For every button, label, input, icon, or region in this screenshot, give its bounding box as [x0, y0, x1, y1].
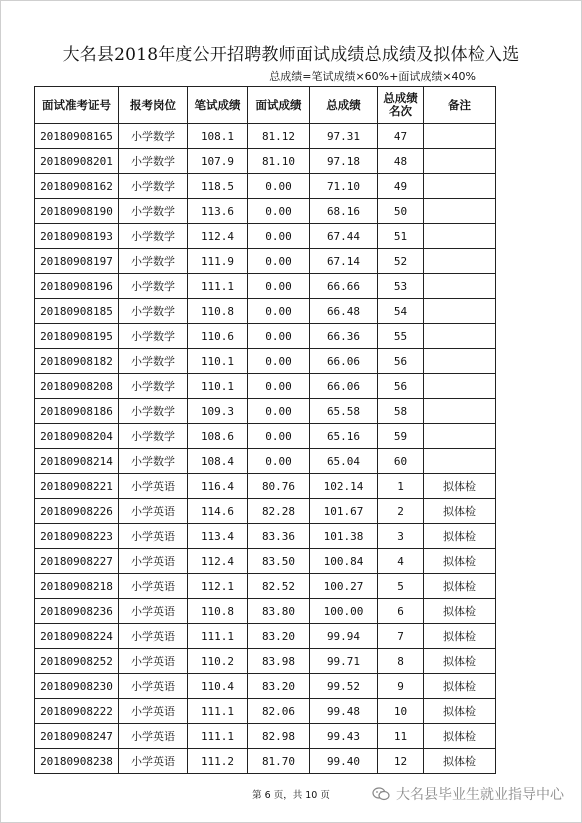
table-row: [35, 324, 496, 349]
cell-total-score: 66.36: [310, 324, 378, 349]
header-post: 报考岗位: [119, 87, 188, 124]
cell-rank: 9: [378, 674, 424, 699]
cell-written-score: 111.1: [188, 699, 248, 724]
cell-exam-id: 20180908236: [35, 599, 119, 624]
cell-written-score: 112.4: [188, 549, 248, 574]
cell-total-score: 68.16: [310, 199, 378, 224]
table-row: [35, 674, 496, 699]
cell-exam-id: 20180908186: [35, 399, 119, 424]
cell-written-score: 108.1: [188, 124, 248, 149]
cell-total-score: 100.27: [310, 574, 378, 599]
cell-rank: 47: [378, 124, 424, 149]
cell-note: 拟体检: [424, 599, 496, 624]
table-row: [35, 249, 496, 274]
table-row: [35, 199, 496, 224]
table-row: [35, 174, 496, 199]
table-row: [35, 299, 496, 324]
cell-written-score: 113.6: [188, 199, 248, 224]
cell-exam-id: 20180908226: [35, 499, 119, 524]
cell-note: [424, 324, 496, 349]
cell-exam-id: 20180908182: [35, 349, 119, 374]
cell-note: [424, 274, 496, 299]
cell-note: 拟体检: [424, 749, 496, 774]
table-header-row: [35, 87, 496, 124]
table-row: [35, 624, 496, 649]
cell-post: 小学数学: [119, 174, 188, 199]
cell-total-score: 65.58: [310, 399, 378, 424]
cell-interview-score: 0.00: [248, 299, 310, 324]
cell-interview-score: 0.00: [248, 199, 310, 224]
table-row: [35, 574, 496, 599]
cell-written-score: 110.8: [188, 599, 248, 624]
cell-note: [424, 124, 496, 149]
cell-written-score: 112.4: [188, 224, 248, 249]
cell-written-score: 112.1: [188, 574, 248, 599]
cell-total-score: 99.94: [310, 624, 378, 649]
cell-rank: 54: [378, 299, 424, 324]
cell-interview-score: 0.00: [248, 274, 310, 299]
cell-post: 小学数学: [119, 299, 188, 324]
cell-interview-score: 82.28: [248, 499, 310, 524]
cell-exam-id: 20180908222: [35, 699, 119, 724]
page-title: 大名县2018年度公开招聘教师面试成绩总成绩及拟体检入选: [62, 45, 520, 65]
cell-rank: 50: [378, 199, 424, 224]
cell-interview-score: 82.52: [248, 574, 310, 599]
table-row: [35, 124, 496, 149]
cell-written-score: 109.3: [188, 399, 248, 424]
cell-note: 拟体检: [424, 674, 496, 699]
cell-post: 小学英语: [119, 749, 188, 774]
cell-rank: 10: [378, 699, 424, 724]
cell-note: [424, 299, 496, 324]
cell-interview-score: 81.12: [248, 124, 310, 149]
cell-note: [424, 149, 496, 174]
cell-post: 小学数学: [119, 399, 188, 424]
cell-post: 小学英语: [119, 549, 188, 574]
cell-total-score: 67.14: [310, 249, 378, 274]
cell-total-score: 101.67: [310, 499, 378, 524]
cell-note: 拟体检: [424, 699, 496, 724]
cell-rank: 55: [378, 324, 424, 349]
cell-note: [424, 249, 496, 274]
cell-rank: 1: [378, 474, 424, 499]
header-exam-id: 面试准考证号: [35, 87, 119, 124]
cell-note: [424, 399, 496, 424]
cell-exam-id: 20180908208: [35, 374, 119, 399]
cell-exam-id: 20180908204: [35, 424, 119, 449]
cell-written-score: 108.4: [188, 449, 248, 474]
table-row: [35, 599, 496, 624]
cell-interview-score: 83.20: [248, 674, 310, 699]
cell-post: 小学数学: [119, 224, 188, 249]
cell-interview-score: 82.06: [248, 699, 310, 724]
table-row: [35, 399, 496, 424]
cell-rank: 8: [378, 649, 424, 674]
cell-exam-id: 20180908252: [35, 649, 119, 674]
cell-rank: 60: [378, 449, 424, 474]
cell-written-score: 111.2: [188, 749, 248, 774]
table-row: [35, 424, 496, 449]
cell-rank: 52: [378, 249, 424, 274]
cell-interview-score: 83.50: [248, 549, 310, 574]
cell-note: 拟体检: [424, 549, 496, 574]
cell-total-score: 67.44: [310, 224, 378, 249]
cell-rank: 2: [378, 499, 424, 524]
cell-post: 小学英语: [119, 674, 188, 699]
table-row: [35, 499, 496, 524]
cell-interview-score: 0.00: [248, 249, 310, 274]
cell-rank: 49: [378, 174, 424, 199]
cell-interview-score: 0.00: [248, 374, 310, 399]
cell-exam-id: 20180908193: [35, 224, 119, 249]
cell-interview-score: 0.00: [248, 399, 310, 424]
cell-total-score: 100.84: [310, 549, 378, 574]
cell-total-score: 99.52: [310, 674, 378, 699]
cell-rank: 11: [378, 724, 424, 749]
cell-rank: 59: [378, 424, 424, 449]
cell-rank: 12: [378, 749, 424, 774]
wechat-icon: [372, 787, 390, 801]
watermark: [372, 784, 564, 804]
cell-post: 小学英语: [119, 699, 188, 724]
cell-note: [424, 224, 496, 249]
cell-rank: 5: [378, 574, 424, 599]
cell-rank: 51: [378, 224, 424, 249]
cell-written-score: 110.4: [188, 674, 248, 699]
table-row: [35, 549, 496, 574]
cell-note: [424, 199, 496, 224]
cell-total-score: 102.14: [310, 474, 378, 499]
table-row: [35, 224, 496, 249]
cell-rank: 3: [378, 524, 424, 549]
cell-written-score: 116.4: [188, 474, 248, 499]
table-row: [35, 374, 496, 399]
cell-written-score: 107.9: [188, 149, 248, 174]
cell-post: 小学英语: [119, 524, 188, 549]
cell-exam-id: 20180908196: [35, 274, 119, 299]
cell-exam-id: 20180908230: [35, 674, 119, 699]
cell-written-score: 111.9: [188, 249, 248, 274]
cell-total-score: 99.43: [310, 724, 378, 749]
cell-interview-score: 83.80: [248, 599, 310, 624]
cell-interview-score: 81.10: [248, 149, 310, 174]
cell-rank: 6: [378, 599, 424, 624]
cell-written-score: 110.6: [188, 324, 248, 349]
cell-exam-id: 20180908223: [35, 524, 119, 549]
cell-written-score: 111.1: [188, 724, 248, 749]
cell-exam-id: 20180908247: [35, 724, 119, 749]
cell-written-score: 113.4: [188, 524, 248, 549]
cell-exam-id: 20180908224: [35, 624, 119, 649]
cell-post: 小学英语: [119, 474, 188, 499]
header-total-score: 总成绩: [310, 87, 378, 124]
cell-exam-id: 20180908238: [35, 749, 119, 774]
cell-written-score: 110.1: [188, 349, 248, 374]
cell-exam-id: 20180908218: [35, 574, 119, 599]
score-formula: 总成绩=笔试成绩×60%+面试成绩×40%: [269, 70, 476, 83]
header-interview-score: 面试成绩: [248, 87, 310, 124]
cell-post: 小学英语: [119, 574, 188, 599]
cell-interview-score: 0.00: [248, 224, 310, 249]
cell-post: 小学数学: [119, 424, 188, 449]
header-rank-label: 总成绩名次: [383, 91, 418, 118]
cell-post: 小学英语: [119, 624, 188, 649]
cell-rank: 4: [378, 549, 424, 574]
cell-exam-id: 20180908214: [35, 449, 119, 474]
table-row: [35, 449, 496, 474]
table-row: [35, 524, 496, 549]
cell-written-score: 110.8: [188, 299, 248, 324]
cell-interview-score: 82.98: [248, 724, 310, 749]
cell-post: 小学英语: [119, 499, 188, 524]
header-written-score: 笔试成绩: [188, 87, 248, 124]
cell-note: 拟体检: [424, 574, 496, 599]
cell-total-score: 101.38: [310, 524, 378, 549]
table-row: [35, 749, 496, 774]
cell-written-score: 111.1: [188, 274, 248, 299]
header-rank: [378, 87, 424, 124]
cell-total-score: 66.06: [310, 374, 378, 399]
cell-interview-score: 0.00: [248, 324, 310, 349]
cell-total-score: 99.48: [310, 699, 378, 724]
cell-post: 小学数学: [119, 124, 188, 149]
cell-exam-id: 20180908195: [35, 324, 119, 349]
cell-note: [424, 374, 496, 399]
cell-post: 小学数学: [119, 274, 188, 299]
cell-post: 小学英语: [119, 649, 188, 674]
cell-note: 拟体检: [424, 624, 496, 649]
cell-exam-id: 20180908227: [35, 549, 119, 574]
cell-written-score: 118.5: [188, 174, 248, 199]
cell-note: 拟体检: [424, 724, 496, 749]
cell-exam-id: 20180908190: [35, 199, 119, 224]
cell-interview-score: 81.70: [248, 749, 310, 774]
cell-exam-id: 20180908165: [35, 124, 119, 149]
cell-rank: 48: [378, 149, 424, 174]
cell-total-score: 97.31: [310, 124, 378, 149]
cell-post: 小学数学: [119, 449, 188, 474]
cell-total-score: 100.00: [310, 599, 378, 624]
cell-written-score: 111.1: [188, 624, 248, 649]
cell-interview-score: 83.98: [248, 649, 310, 674]
cell-rank: 58: [378, 399, 424, 424]
cell-interview-score: 83.20: [248, 624, 310, 649]
cell-total-score: 65.04: [310, 449, 378, 474]
cell-interview-score: 0.00: [248, 174, 310, 199]
cell-note: [424, 449, 496, 474]
table-row: [35, 649, 496, 674]
cell-exam-id: 20180908185: [35, 299, 119, 324]
table-row: [35, 274, 496, 299]
cell-post: 小学数学: [119, 199, 188, 224]
watermark-text: 大名县毕业生就业指导中心: [396, 787, 564, 803]
score-table: [34, 86, 496, 774]
cell-post: 小学英语: [119, 599, 188, 624]
cell-exam-id: 20180908197: [35, 249, 119, 274]
cell-written-score: 110.2: [188, 649, 248, 674]
cell-rank: 56: [378, 349, 424, 374]
cell-rank: 56: [378, 374, 424, 399]
cell-post: 小学英语: [119, 724, 188, 749]
table-row: [35, 474, 496, 499]
cell-post: 小学数学: [119, 349, 188, 374]
table-row: [35, 349, 496, 374]
cell-interview-score: 0.00: [248, 449, 310, 474]
cell-interview-score: 0.00: [248, 424, 310, 449]
cell-post: 小学数学: [119, 149, 188, 174]
cell-interview-score: 80.76: [248, 474, 310, 499]
cell-note: 拟体检: [424, 524, 496, 549]
cell-note: [424, 424, 496, 449]
cell-interview-score: 83.36: [248, 524, 310, 549]
cell-total-score: 66.06: [310, 349, 378, 374]
cell-written-score: 114.6: [188, 499, 248, 524]
cell-written-score: 108.6: [188, 424, 248, 449]
cell-note: 拟体检: [424, 474, 496, 499]
cell-interview-score: 0.00: [248, 349, 310, 374]
cell-note: [424, 349, 496, 374]
header-note: 备注: [424, 87, 496, 124]
cell-post: 小学数学: [119, 374, 188, 399]
cell-note: 拟体检: [424, 499, 496, 524]
table-row: [35, 699, 496, 724]
cell-exam-id: 20180908201: [35, 149, 119, 174]
cell-rank: 53: [378, 274, 424, 299]
cell-total-score: 99.71: [310, 649, 378, 674]
cell-post: 小学数学: [119, 324, 188, 349]
cell-note: [424, 174, 496, 199]
page-footer: 第 6 页，共 10 页: [252, 790, 330, 801]
cell-written-score: 110.1: [188, 374, 248, 399]
cell-total-score: 65.16: [310, 424, 378, 449]
cell-exam-id: 20180908221: [35, 474, 119, 499]
cell-rank: 7: [378, 624, 424, 649]
cell-total-score: 71.10: [310, 174, 378, 199]
cell-exam-id: 20180908162: [35, 174, 119, 199]
table-row: [35, 724, 496, 749]
cell-total-score: 66.66: [310, 274, 378, 299]
cell-total-score: 66.48: [310, 299, 378, 324]
cell-total-score: 99.40: [310, 749, 378, 774]
cell-post: 小学数学: [119, 249, 188, 274]
cell-note: 拟体检: [424, 649, 496, 674]
table-row: [35, 149, 496, 174]
table-body: [35, 124, 496, 774]
cell-total-score: 97.18: [310, 149, 378, 174]
